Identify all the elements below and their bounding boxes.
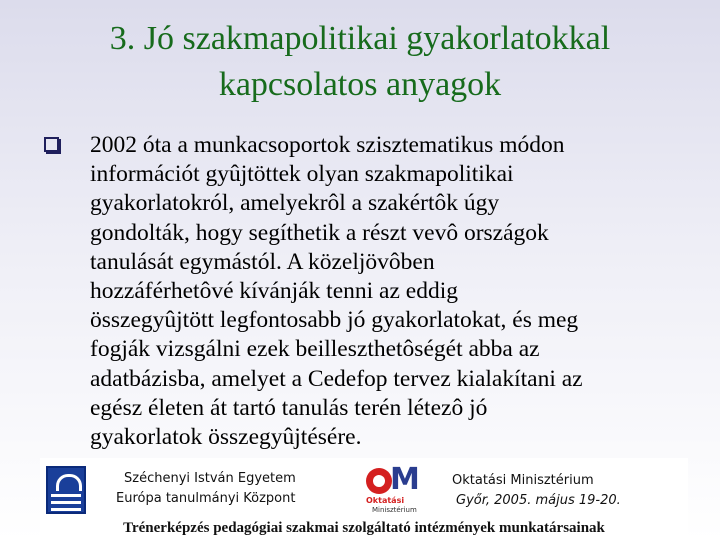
bullet-text (90, 131, 690, 452)
slide-title-line-2: kapcsolatos anyagok (218, 66, 502, 103)
bullet-line: fogják vizsgálni ezek beilleszthetôségét abba az (90, 336, 540, 363)
bullet-line: összegyûjtött legfontosabb jó gyakorlatokat, és meg (90, 307, 579, 334)
university-center: Európa tanulmányi Központ (116, 491, 296, 506)
bullet-line: hozzáférhetôvé kívánják tenni az eddig (90, 278, 458, 305)
ministry-logo-icon (366, 462, 424, 518)
bullet-line: tanulását egymástól. A közeljövôben (90, 248, 435, 275)
bullet-line: gondolták, hogy segíthetik a részt vevô országok (90, 219, 549, 246)
ministry-name: Oktatási Minisztérium (452, 473, 594, 488)
bullet-line: 2002 óta a munkacsoportok szisztematikus módon (90, 132, 565, 158)
bullet-line: adatbázisba, amelyet a Cedefop tervez kialakítani az (90, 365, 583, 392)
slide-title (20, 16, 700, 108)
footer-banner (40, 458, 688, 538)
slide-title-line-1: 3. Jó szakmapolitikai gyakorlatokkal (109, 20, 611, 57)
university-name: Széchenyi István Egyetem (124, 471, 296, 486)
bullet-line: egész életen át tartó tanulás terén létezô jó (90, 394, 488, 421)
event-date: Győr, 2005. május 19-20. (456, 493, 621, 508)
bullet-line: gyakorlatokról, amelyekrôl a szakértôk úgy (90, 190, 500, 217)
university-logo-icon (46, 466, 86, 514)
bullet-line: információt gyûjtöttek olyan szakmapolitikai (90, 161, 514, 188)
square-bullet-icon (44, 137, 59, 152)
ministry-logo-label-1: Oktatási (366, 496, 405, 505)
ministry-logo-label-2: Minisztérium (372, 506, 417, 514)
ministry-logo-mark: M (390, 462, 420, 497)
footer-caption: Trénerképzés pedagógiai szakmai szolgáltató intézmények munkatársainak (123, 520, 605, 536)
bullet-line: gyakorlatok összegyûjtésére. (90, 424, 362, 451)
